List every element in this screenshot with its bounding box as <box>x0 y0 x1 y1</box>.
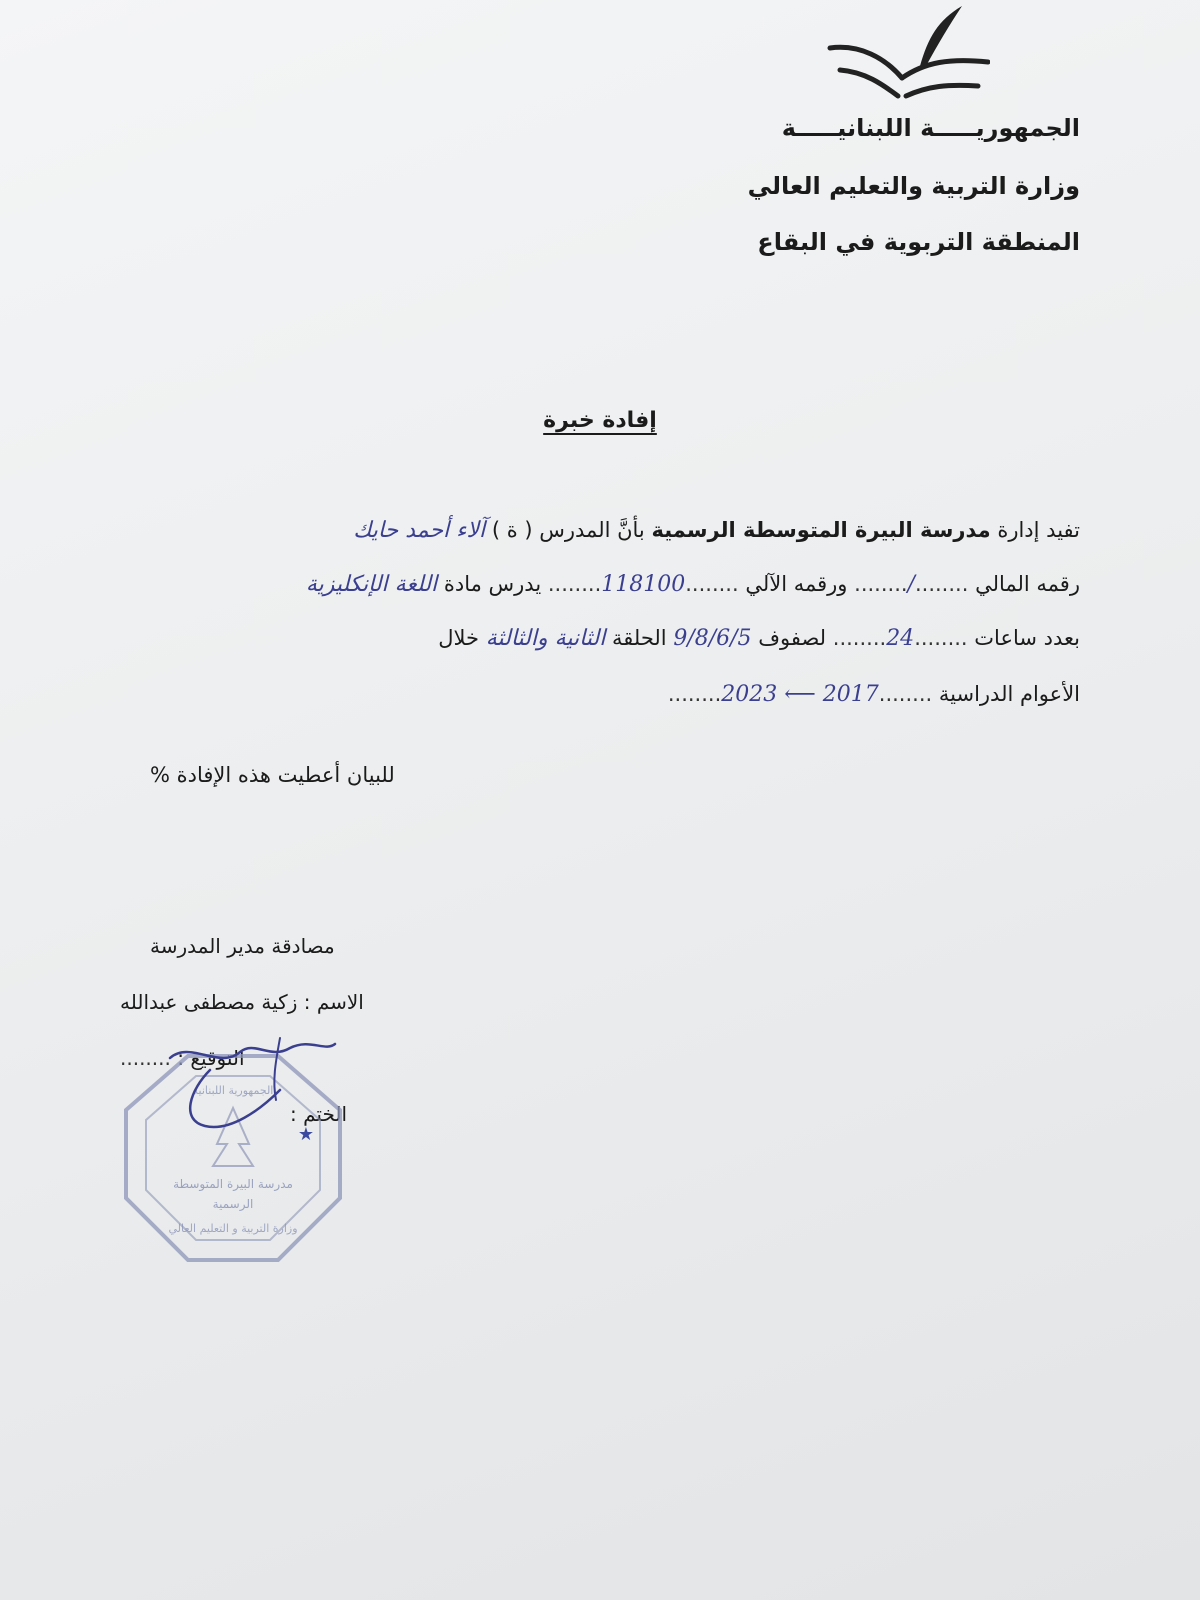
header-country: الجمهوريـــــة اللبنانيـــــة <box>781 114 1080 142</box>
body-line-2 <box>306 572 1080 597</box>
stamp-star-icon: ★ <box>297 1124 315 1145</box>
auto-value: 118100 <box>601 572 686 597</box>
stamp-text-school: مدرسة البيرة المتوسطة <box>173 1177 293 1191</box>
cycle-label: الحلقة <box>612 626 667 650</box>
body-line-4 <box>668 682 1080 707</box>
auto-dots: ........ <box>685 572 739 596</box>
line1-suffix: بأنَّ المدرس ( ة ) <box>491 518 645 542</box>
classes-label: لصفوف <box>758 626 827 650</box>
classes-value: 9/8/6/5 <box>673 626 752 651</box>
financial-dots-2: ........ <box>854 572 908 596</box>
year-from: 2017 <box>822 682 879 707</box>
document-title <box>0 408 1200 433</box>
teacher-name: آلاء أحمد حايك <box>353 518 486 543</box>
body-line-1 <box>353 518 1080 543</box>
hours-label: بعدد ساعات <box>974 626 1080 650</box>
approval-label: مصادقة مدير المدرسة <box>150 934 335 958</box>
subject-value: اللغة الإنكليزية <box>305 572 438 597</box>
stamp-text-top: الجمهورية اللبنانية <box>192 1084 274 1097</box>
closing-statement: للبيان أعطيت هذه الإفادة % <box>150 763 395 787</box>
years-dots: ........ <box>878 682 933 706</box>
financial-dots: ........ <box>914 572 969 596</box>
line1-prefix: تفيد إدارة <box>997 518 1080 542</box>
hours-dots: ........ <box>914 626 968 650</box>
hours-value: 24 <box>886 626 915 651</box>
auto-dots-2: ........ <box>547 572 602 596</box>
body-line-3 <box>438 626 1080 651</box>
school-name: مدرسة البيرة المتوسطة الرسمية <box>651 518 991 542</box>
header-region: المنطقة التربوية في البقاع <box>757 228 1080 256</box>
ministry-book-logo-icon <box>820 0 990 110</box>
cycle-value: الثانية والثالثة <box>485 626 606 651</box>
financial-value: / <box>907 572 915 597</box>
subject-label: يدرس مادة <box>443 572 542 596</box>
stamp-label: الختم : <box>290 1102 348 1126</box>
financial-label: رقمه المالي <box>975 572 1080 596</box>
signature-dots: ........ <box>120 1046 171 1070</box>
years-dots-2: ........ <box>667 682 722 706</box>
year-to: 2023 <box>721 682 778 707</box>
hours-dots-2: ........ <box>832 626 887 650</box>
principal-name: الاسم : زكية مصطفى عبدالله <box>120 990 364 1014</box>
document-title-text: إفادة خبرة <box>543 408 657 433</box>
year-arrow-icon: ⟵ <box>777 682 823 707</box>
stamp-text-ministry: وزارة التربية و التعليم العالي <box>168 1222 298 1235</box>
signature-label: التوقيع : <box>177 1046 245 1070</box>
years-label: الأعوام الدراسية <box>938 682 1080 706</box>
header-ministry: وزارة التربية والتعليم العالي <box>747 172 1080 200</box>
auto-label: ورقمه الآلي <box>745 572 848 596</box>
handwritten-signature-icon <box>150 1030 340 1140</box>
during-label: خلال <box>438 626 479 650</box>
stamp-text-official: الرسمية <box>212 1197 254 1211</box>
